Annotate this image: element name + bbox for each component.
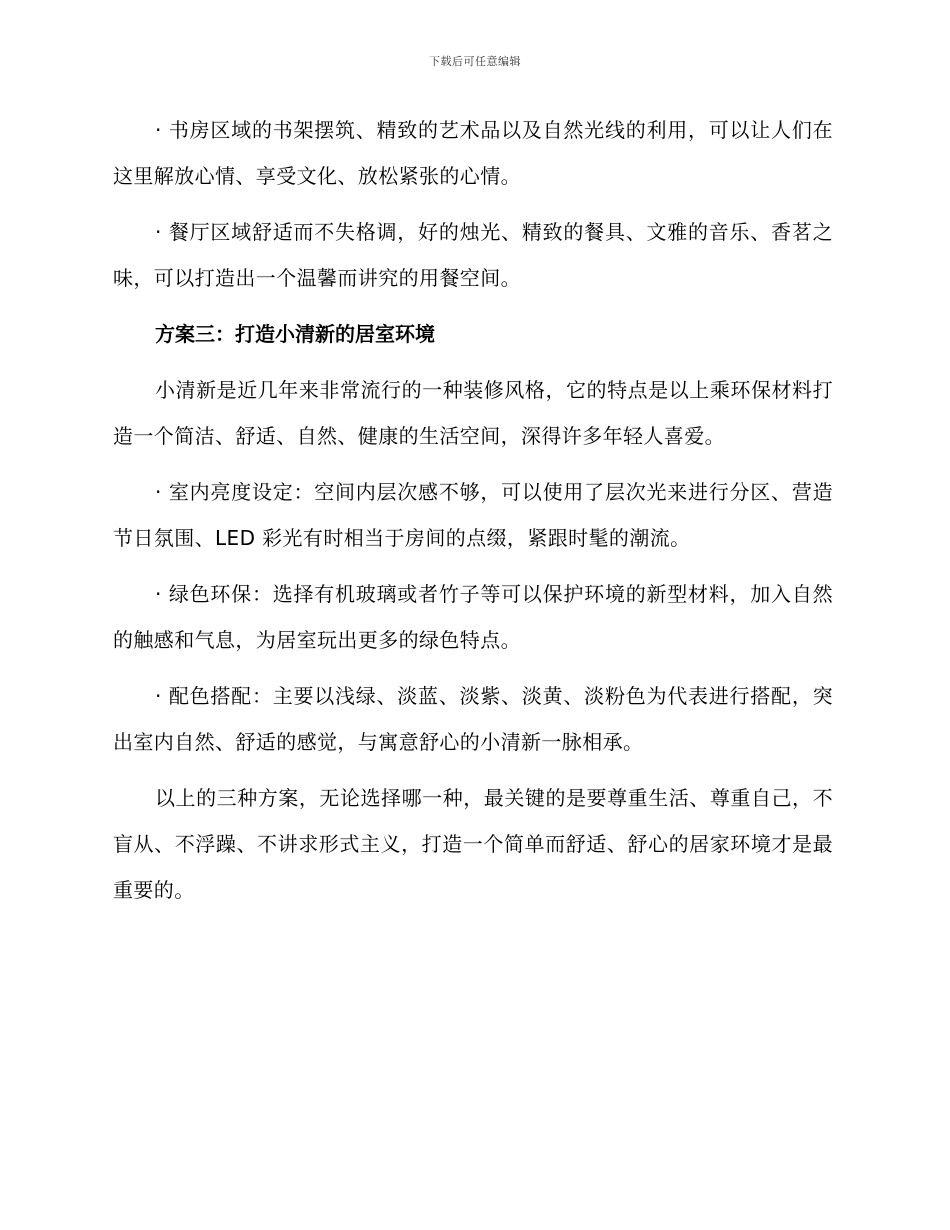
page-header: 下载后可任意编辑 (429, 55, 521, 68)
paragraph-green-environment: · 绿色环保：选择有机玻璃或者竹子等可以保护环境的新型材料，加入自然的触感和气息，为居室玩出更多的绿色特点。 (113, 582, 833, 652)
document-body (113, 107, 833, 923)
paragraph-fresh-style-intro: 小清新是近几年来非常流行的一种装修风格，它的特点是以上乘环保材料打造一个简洁、舒适、自然、健康的生活空间，深得许多年轻人喜爱。 (113, 378, 833, 448)
paragraph-study-area: · 书房区域的书架摆筑、精致的艺术品以及自然光线的利用，可以让人们在这里解放心情、享受文化、放松紧张的心情。 (113, 118, 833, 188)
paragraph-indoor-brightness: · 室内亮度设定：空间内层次感不够，可以使用了层次光来进行分区、营造节日氛围、LED 彩光有时相当于房间的点缀，紧跟时髦的潮流。 (113, 480, 833, 550)
paragraph-color-matching: · 配色搭配：主要以浅绿、淡蓝、淡紫、淡黄、淡粉色为代表进行搭配，突出室内自然、舒适的感觉，与寓意舒心的小清新一脉相承。 (113, 684, 833, 754)
section-heading-plan-three: 方案三：打造小清新的居室环境 (155, 322, 435, 346)
paragraph-dining-area: · 餐厅区域舒适而不失格调，好的烛光、精致的餐具、文雅的音乐、香茗之味，可以打造出一个温馨而讲究的用餐空间。 (113, 220, 833, 290)
paragraph-conclusion: 以上的三种方案，无论选择哪一种，最关键的是要尊重生活、尊重自己，不盲从、不浮躁、不讲求形式主义，打造一个简单而舒适、舒心的居家环境才是最重要的。 (113, 786, 833, 902)
